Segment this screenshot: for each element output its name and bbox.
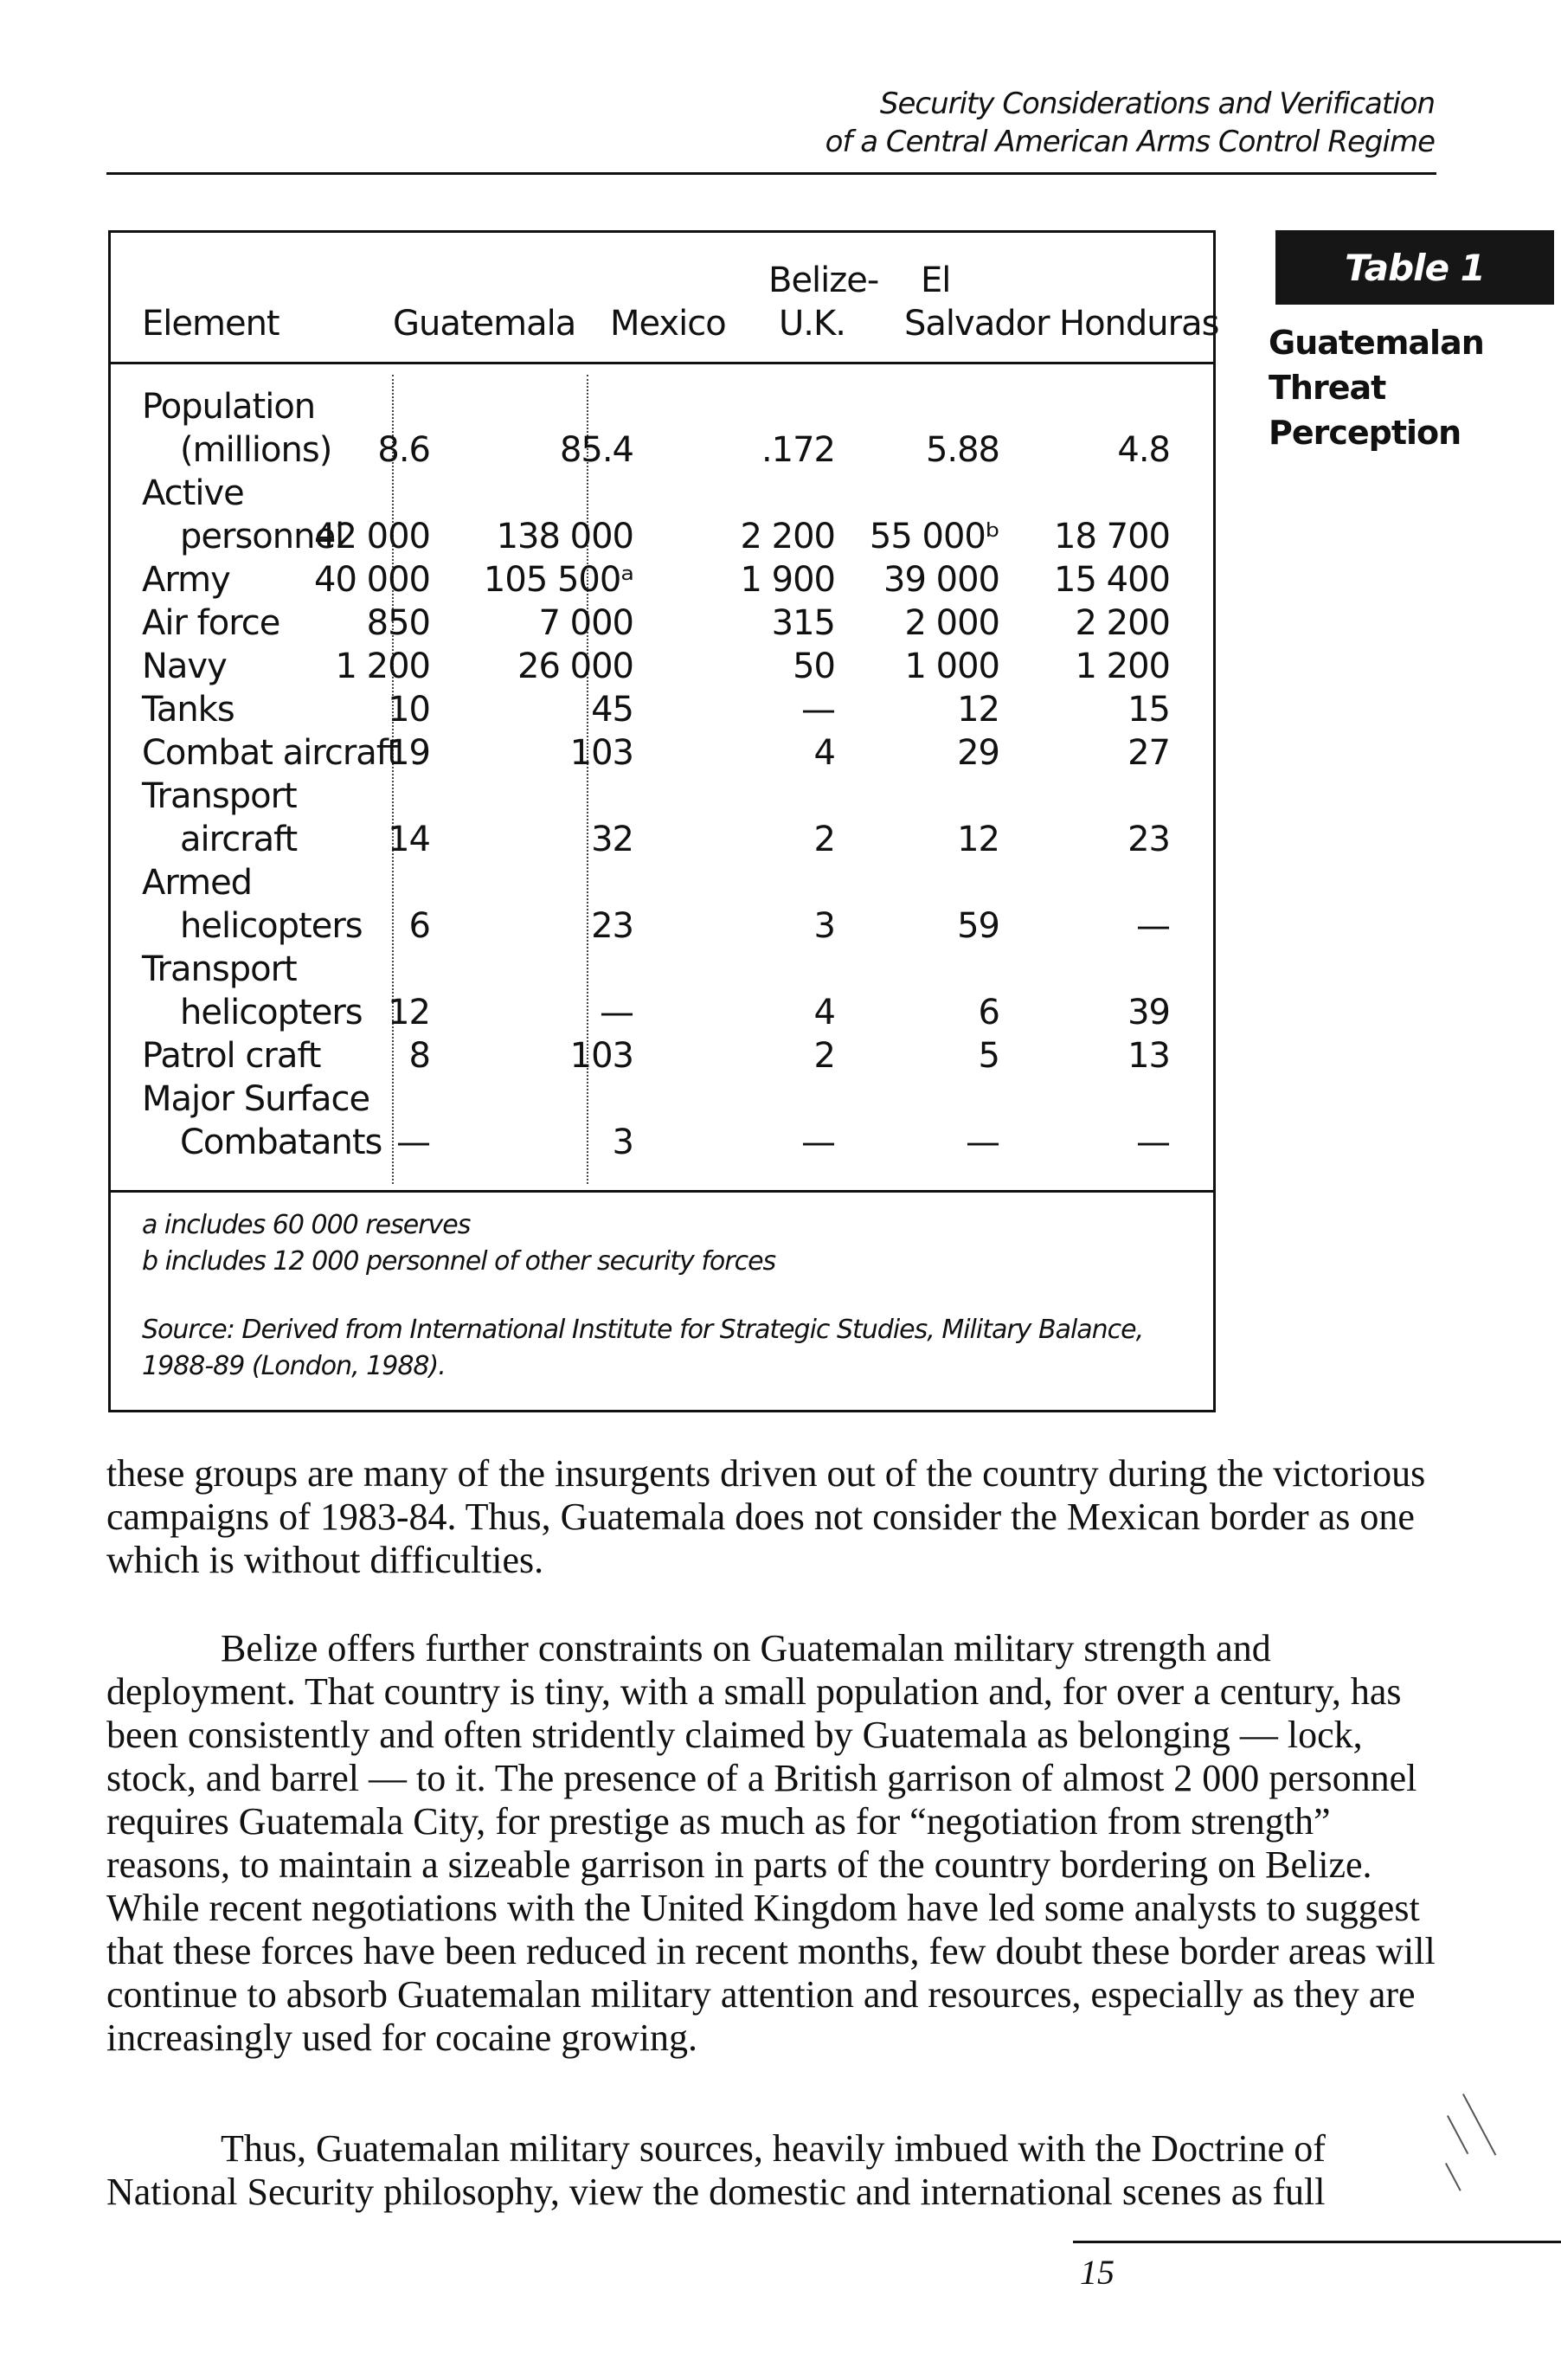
row-label-armed-helicopters-2: helicopters bbox=[180, 906, 363, 946]
cell-combat-aircraft-mexico: 103 bbox=[569, 733, 633, 773]
cell-transport-helicopters-honduras: 39 bbox=[1127, 993, 1170, 1032]
header-mexico: Mexico bbox=[610, 304, 726, 344]
header-el-salvador-line-1: El bbox=[921, 261, 951, 300]
cell-major-surface-guatemala: — bbox=[396, 1122, 430, 1162]
row-label-transport-helicopters: Transport bbox=[142, 949, 297, 989]
header-guatemala: Guatemala bbox=[393, 304, 576, 344]
cell-air-force-honduras: 2 200 bbox=[1075, 603, 1170, 643]
paragraph-text: Thus, Guatemalan military sources, heavily imbued with the Doctrine of National Security philosophy, view the domestic and international scenes as full bbox=[106, 2127, 1326, 2213]
row-label-army: Army bbox=[142, 560, 230, 600]
source-note-line-1: Source: Derived from International Institute for Strategic Studies, Military Balance, bbox=[142, 1315, 1144, 1345]
cell-armed-helicopters-guatemala: 6 bbox=[408, 906, 430, 946]
column-separator bbox=[392, 375, 394, 1184]
cell-navy-honduras: 1 200 bbox=[1075, 646, 1170, 686]
scan-mark bbox=[1447, 2115, 1468, 2154]
header-belize-line-2: U.K. bbox=[779, 304, 845, 344]
footer-rule bbox=[1073, 2241, 1561, 2243]
cell-major-surface-mexico: 3 bbox=[612, 1122, 633, 1162]
cell-population-mexico: 85.4 bbox=[559, 430, 633, 470]
cell-transport-aircraft-honduras: 23 bbox=[1127, 820, 1170, 859]
data-table bbox=[108, 230, 1219, 1412]
row-label-navy: Navy bbox=[142, 646, 227, 686]
cell-army-guatemala: 40 000 bbox=[314, 560, 430, 600]
cell-transport-aircraft-belize: 2 bbox=[813, 820, 835, 859]
body-paragraph-3 bbox=[106, 2127, 1439, 2214]
cell-army-belize: 1 900 bbox=[740, 560, 835, 600]
cell-patrol-craft-belize: 2 bbox=[813, 1036, 835, 1076]
cell-active-mexico: 138 000 bbox=[496, 517, 633, 556]
page-number: 15 bbox=[1080, 2253, 1115, 2292]
cell-population-guatemala: 8.6 bbox=[377, 430, 430, 470]
running-header-line-1: Security Considerations and Verification bbox=[879, 87, 1435, 121]
cell-army-el-salvador: 39 000 bbox=[883, 560, 999, 600]
cell-navy-mexico: 26 000 bbox=[517, 646, 633, 686]
body-paragraph-2 bbox=[106, 1627, 1439, 2060]
cell-air-force-belize: 315 bbox=[771, 603, 835, 643]
cell-transport-helicopters-el-salvador: 6 bbox=[978, 993, 999, 1032]
body-paragraph-1 bbox=[106, 1452, 1439, 1582]
cell-air-force-mexico: 7 000 bbox=[538, 603, 633, 643]
row-label-transport-aircraft-2: aircraft bbox=[180, 820, 298, 859]
cell-navy-el-salvador: 1 000 bbox=[904, 646, 999, 686]
cell-tanks-el-salvador: 12 bbox=[957, 690, 999, 730]
cell-transport-helicopters-guatemala: 12 bbox=[388, 993, 430, 1032]
paragraph-text: Belize offers further constraints on Guatemalan military strength and deployment. That country is tiny, with a small population and, for over a century, has been consistently and often stridently claimed by Guatemala as belonging — lock, stock, and barrel — to it. The presence of a British garrison of almost 2 000 personnel requires Guatemala City, for prestige as much as for “negotiation from strength” reasons, to maintain a sizeable garrison in parts of the country bordering on Belize. While recent negotiations with the United Kingdom have led some analysts to suggest that these forces have been reduced in recent months, few doubt these border areas will continue to absorb Guatemalan military attention and resources, especially as they are increasingly used for cocaine growing. bbox=[106, 1627, 1436, 2059]
cell-navy-belize: 50 bbox=[793, 646, 835, 686]
row-label-patrol-craft: Patrol craft bbox=[142, 1036, 321, 1076]
cell-active-guatemala: 42 000 bbox=[314, 517, 430, 556]
row-label-major-surface: Major Surface bbox=[142, 1079, 370, 1119]
cell-armed-helicopters-belize: 3 bbox=[813, 906, 835, 946]
row-label-active: Active bbox=[142, 473, 244, 513]
cell-army-honduras: 15 400 bbox=[1054, 560, 1170, 600]
cell-combat-aircraft-guatemala: 19 bbox=[388, 733, 430, 773]
cell-patrol-craft-el-salvador: 5 bbox=[978, 1036, 999, 1076]
scan-mark bbox=[1462, 2094, 1496, 2156]
cell-armed-helicopters-el-salvador: 59 bbox=[957, 906, 999, 946]
cell-transport-aircraft-el-salvador: 12 bbox=[957, 820, 999, 859]
cell-transport-helicopters-belize: 4 bbox=[813, 993, 835, 1032]
cell-patrol-craft-mexico: 103 bbox=[569, 1036, 633, 1076]
cell-army-mexico: 105 500ᵃ bbox=[483, 560, 633, 600]
cell-tanks-mexico: 45 bbox=[591, 690, 633, 730]
paragraph-text: these groups are many of the insurgents driven out of the country during the victorious campaigns of 1983-84. Thus, Guatemala does not consider the Mexican border as one which is without difficulties. bbox=[106, 1452, 1426, 1581]
cell-combat-aircraft-el-salvador: 29 bbox=[957, 733, 999, 773]
cell-major-surface-el-salvador: — bbox=[966, 1122, 999, 1162]
cell-armed-helicopters-mexico: 23 bbox=[591, 906, 633, 946]
cell-major-surface-honduras: — bbox=[1136, 1122, 1170, 1162]
cell-combat-aircraft-honduras: 27 bbox=[1127, 733, 1170, 773]
row-label-air-force: Air force bbox=[142, 603, 280, 643]
cell-air-force-el-salvador: 2 000 bbox=[904, 603, 999, 643]
header-belize-line-1: Belize- bbox=[768, 261, 879, 300]
row-label-combat-aircraft: Combat aircraft bbox=[142, 733, 400, 773]
footnote-a: a includes 60 000 reserves bbox=[142, 1210, 471, 1240]
row-label-tanks: Tanks bbox=[142, 690, 234, 730]
table-caption: Guatemalan Threat Perception bbox=[1269, 324, 1484, 452]
row-label-major-surface-2: Combatants bbox=[180, 1122, 382, 1162]
cell-major-surface-belize: — bbox=[801, 1122, 835, 1162]
cell-active-el-salvador: 55 000ᵇ bbox=[869, 517, 999, 556]
header-rule bbox=[106, 172, 1436, 175]
cell-patrol-craft-guatemala: 8 bbox=[408, 1036, 430, 1076]
cell-combat-aircraft-belize: 4 bbox=[813, 733, 835, 773]
header-honduras: Honduras bbox=[1059, 304, 1219, 344]
cell-transport-aircraft-mexico: 32 bbox=[591, 820, 633, 859]
cell-tanks-honduras: 15 bbox=[1127, 690, 1170, 730]
row-label-transport-helicopters-2: helicopters bbox=[180, 993, 363, 1032]
cell-population-honduras: 4.8 bbox=[1117, 430, 1170, 470]
running-header bbox=[825, 85, 1435, 161]
source-note-line-2: 1988-89 (London, 1988). bbox=[142, 1351, 446, 1381]
cell-tanks-guatemala: 10 bbox=[388, 690, 430, 730]
cell-transport-helicopters-mexico: — bbox=[600, 993, 633, 1032]
table-footer-rule bbox=[111, 1190, 1213, 1193]
cell-air-force-guatemala: 850 bbox=[366, 603, 430, 643]
cell-patrol-craft-honduras: 13 bbox=[1127, 1036, 1170, 1076]
row-label-active-personnel: personnel bbox=[180, 517, 344, 556]
table-header-rule bbox=[111, 362, 1213, 364]
header-el-salvador-line-2: Salvador bbox=[904, 304, 1050, 344]
cell-tanks-belize: — bbox=[801, 690, 835, 730]
running-header-line-2: of a Central American Arms Control Regime bbox=[825, 125, 1435, 159]
row-label-armed-helicopters: Armed bbox=[142, 863, 253, 903]
cell-population-el-salvador: 5.88 bbox=[925, 430, 999, 470]
cell-population-belize: .172 bbox=[761, 430, 835, 470]
table-label: Table 1 bbox=[1275, 230, 1554, 305]
row-label-population-unit: (millions) bbox=[180, 430, 332, 470]
footnote-b: b includes 12 000 personnel of other security forces bbox=[142, 1246, 776, 1277]
header-element: Element bbox=[142, 304, 279, 344]
scan-mark bbox=[1445, 2163, 1461, 2191]
row-label-transport-aircraft: Transport bbox=[142, 776, 297, 816]
cell-active-belize: 2 200 bbox=[740, 517, 835, 556]
cell-navy-guatemala: 1 200 bbox=[335, 646, 430, 686]
row-label-population: Population bbox=[142, 387, 316, 427]
cell-active-honduras: 18 700 bbox=[1054, 517, 1170, 556]
cell-transport-aircraft-guatemala: 14 bbox=[388, 820, 430, 859]
cell-armed-helicopters-honduras: — bbox=[1136, 906, 1170, 946]
